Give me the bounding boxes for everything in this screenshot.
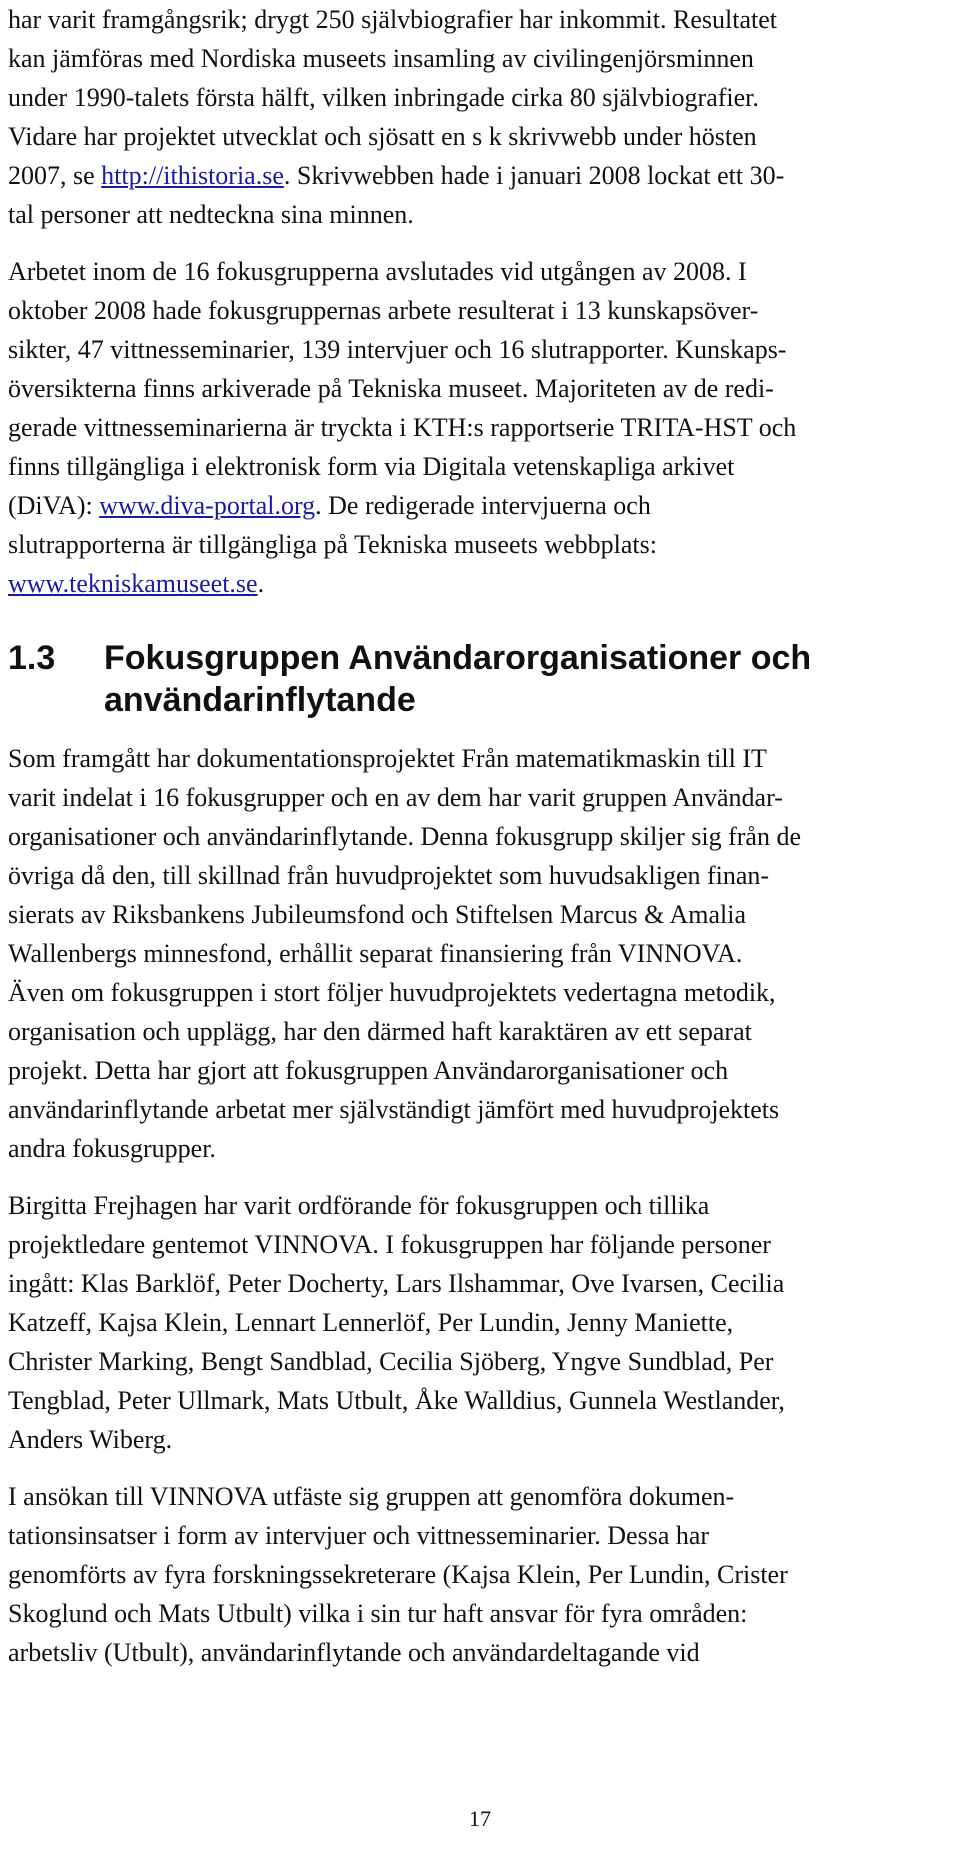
text-line: har varit framgångsrik; drygt 250 självbiografier har inkommit. Resultatet bbox=[8, 5, 777, 34]
text-line: organisation och upplägg, har den därmed haft karaktären av ett separat bbox=[8, 1017, 752, 1046]
text-line: översikterna finns arkiverade på Tekniska museet. Majoriteten av de redi- bbox=[8, 374, 774, 403]
page-number: 17 bbox=[469, 1806, 491, 1831]
text-line: sikter, 47 vittnesseminarier, 139 intervjuer och 16 slutrapporter. Kunskaps- bbox=[8, 335, 787, 364]
document-body bbox=[8, 0, 943, 1690]
text-line: Wallenbergs minnesfond, erhållit separat finansiering från VINNOVA. bbox=[8, 939, 743, 968]
text-segment: . bbox=[257, 569, 265, 598]
section-title-line: användarinflytande bbox=[104, 681, 416, 719]
text-line: gerade vittnesseminarierna är tryckta i KTH:s rapportserie TRITA-HST och bbox=[8, 413, 797, 442]
text-line: oktober 2008 hade fokusgruppernas arbete resulterat i 13 kunskapsöver- bbox=[8, 296, 759, 325]
text-line: kan jämföras med Nordiska museets insamling av civilingenjörsminnen bbox=[8, 44, 754, 73]
text-line: arbetsliv (Utbult), användarinflytande och användardeltagande vid bbox=[8, 1638, 700, 1667]
paragraph-2 bbox=[8, 252, 943, 603]
text-line: Katzeff, Kajsa Klein, Lennart Lennerlöf, Per Lundin, Jenny Maniette, bbox=[8, 1308, 734, 1337]
text-line: Som framgått har dokumentationsprojektet Från matematikmaskin till IT bbox=[8, 744, 767, 773]
text-line: Vidare har projektet utvecklat och sjösatt en s k skrivwebb under hösten bbox=[8, 122, 757, 151]
section-title-line: Fokusgruppen Användarorganisationer och bbox=[104, 639, 812, 677]
ithistoria-link[interactable]: http://ithistoria.se bbox=[101, 161, 284, 190]
text-line: Arbetet inom de 16 fokusgrupperna avslutades vid utgången av 2008. I bbox=[8, 257, 747, 286]
paragraph-4 bbox=[8, 1186, 943, 1459]
text-line: Även om fokusgruppen i stort följer huvudprojektets vedertagna metodik, bbox=[8, 978, 776, 1007]
paragraph-3 bbox=[8, 739, 943, 1168]
text-line: organisationer och användarinflytande. Denna fokusgrupp skiljer sig från de bbox=[8, 822, 801, 851]
paragraph-5 bbox=[8, 1477, 943, 1672]
text-line: slutrapporterna är tillgängliga på Tekniska museets webbplats: bbox=[8, 530, 657, 559]
text-line: Tengblad, Peter Ullmark, Mats Utbult, Åke Walldius, Gunnela Westlander, bbox=[8, 1386, 785, 1415]
text-line: Skoglund och Mats Utbult) vilka i sin tur haft ansvar för fyra områden: bbox=[8, 1599, 748, 1628]
text-segment: . De redigerade intervjuerna och bbox=[315, 491, 651, 520]
text-line: genomförts av fyra forskningssekreterare (Kajsa Klein, Per Lundin, Crister bbox=[8, 1560, 788, 1589]
tekniskamuseet-link[interactable]: www.tekniskamuseet.se bbox=[8, 569, 258, 598]
text-line bbox=[8, 564, 943, 603]
text-line: under 1990-talets första hälft, vilken inbringade cirka 80 självbiografier. bbox=[8, 83, 759, 112]
section-number: 1.3 bbox=[8, 639, 56, 677]
text-line: sierats av Riksbankens Jubileumsfond och Stiftelsen Marcus & Amalia bbox=[8, 900, 746, 929]
text-line: ingått: Klas Barklöf, Peter Docherty, Lars Ilshammar, Ove Ivarsen, Cecilia bbox=[8, 1269, 785, 1298]
text-line: tationsinsatser i form av intervjuer och vittnesseminarier. Dessa har bbox=[8, 1521, 710, 1550]
text-line: övriga då den, till skillnad från huvudprojektet som huvudsakligen finan- bbox=[8, 861, 770, 890]
text-segment: (DiVA): bbox=[8, 491, 100, 520]
text-segment: . Skrivwebben hade i januari 2008 lockat ett 30- bbox=[283, 161, 785, 190]
text-line: varit indelat i 16 fokusgrupper och en av dem har varit gruppen Användar- bbox=[8, 783, 783, 812]
text-line: tal personer att nedteckna sina minnen. bbox=[8, 200, 414, 229]
text-line: andra fokusgrupper. bbox=[8, 1134, 216, 1163]
section-heading bbox=[8, 637, 943, 721]
paragraph-1 bbox=[8, 0, 943, 234]
text-line: I ansökan till VINNOVA utfäste sig gruppen att genomföra dokumen- bbox=[8, 1482, 735, 1511]
text-line: projekt. Detta har gjort att fokusgruppen Användarorganisationer och bbox=[8, 1056, 729, 1085]
section-title bbox=[104, 637, 811, 721]
text-line: Anders Wiberg. bbox=[8, 1425, 173, 1454]
text-segment: 2007, se bbox=[8, 161, 102, 190]
text-line: användarinflytande arbetat mer självständigt jämfört med huvudprojektets bbox=[8, 1095, 780, 1124]
text-line: Birgitta Frejhagen har varit ordförande för fokusgruppen och tillika bbox=[8, 1191, 710, 1220]
text-line: finns tillgängliga i elektronisk form via Digitala vetenskapliga arkivet bbox=[8, 452, 735, 481]
text-line: projektledare gentemot VINNOVA. I fokusgruppen har följande personer bbox=[8, 1230, 771, 1259]
text-line bbox=[8, 156, 943, 195]
diva-portal-link[interactable]: www.diva-portal.org bbox=[99, 491, 316, 520]
text-line: Christer Marking, Bengt Sandblad, Cecilia Sjöberg, Yngve Sundblad, Per bbox=[8, 1347, 774, 1376]
text-line bbox=[8, 486, 943, 525]
